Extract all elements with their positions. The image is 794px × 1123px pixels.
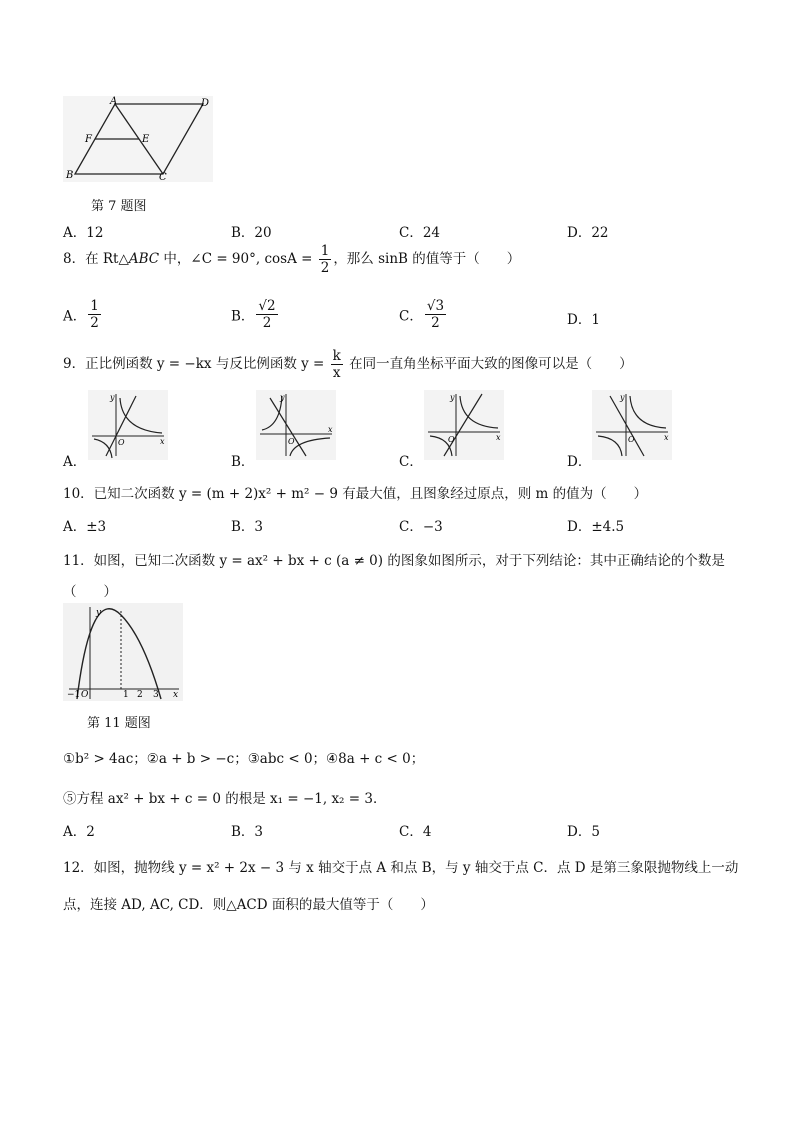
- q9-option-b[interactable]: B．: [231, 454, 255, 470]
- svg-text:y: y: [280, 393, 285, 402]
- svg-text:y: y: [110, 393, 115, 402]
- svg-text:1: 1: [123, 690, 129, 700]
- q7-label-f: F: [85, 134, 92, 145]
- q7-label-d: D: [201, 98, 210, 109]
- q9-graph-d: [592, 390, 672, 460]
- q11-option-b[interactable]: B．3: [231, 824, 264, 840]
- q11-option-a[interactable]: A．2: [63, 824, 95, 840]
- svg-text:O: O: [448, 435, 455, 444]
- q9-graph-a: [88, 390, 168, 460]
- q8-option-c[interactable]: C． $\frac{√3}{2}$: [399, 298, 445, 331]
- q7-option-b[interactable]: B．20: [231, 225, 272, 241]
- svg-text:y: y: [450, 393, 455, 402]
- svg-text:x: x: [664, 433, 669, 442]
- q7-caption: 第 7 题图: [91, 199, 147, 214]
- q7-option-c[interactable]: C．24: [399, 225, 441, 241]
- q12-question-line1: 12．如图，抛物线 y = x² + 2x − 3 与 x 轴交于点 A 和点 B，与 y 轴交于点 C．点 D 是第三象限抛物线上一动: [63, 860, 739, 876]
- svg-text:x: x: [173, 690, 179, 700]
- q11-option-d[interactable]: D．5: [567, 824, 600, 840]
- q7-option-a[interactable]: A．12: [63, 225, 104, 241]
- q11-option-c[interactable]: C．4: [399, 824, 432, 840]
- q11-conclusions-1: ①b² > 4ac；②a + b > −c；③abc < 0；④8a + c < 0；: [63, 751, 425, 767]
- svg-text:x: x: [328, 425, 333, 434]
- q10-option-d[interactable]: D．±4.5: [567, 519, 625, 535]
- q9-fraction: $\frac{k}{x}$: [332, 348, 341, 381]
- q9-graph-b: [256, 390, 336, 460]
- svg-text:O: O: [118, 438, 125, 447]
- q8-question: 8．在 Rt△ABC 中，∠C = 90°, cosA = $\frac{1}{2}$ ，那么 sinB 的值等于（ ）: [63, 243, 521, 276]
- q11-question-line2: （ ）: [63, 584, 117, 600]
- q9-question: 9．正比例函数 y = −kx 与反比例函数 y = $\frac{k}{x}$ 在同一直角坐标平面大致的图像可以是（ ）: [63, 348, 633, 381]
- q8-option-d[interactable]: D．1: [567, 312, 600, 328]
- svg-text:−1: −1: [67, 690, 81, 700]
- svg-text:2: 2: [137, 690, 143, 700]
- svg-text:x: x: [496, 433, 501, 442]
- q10-option-a[interactable]: A．±3: [63, 519, 107, 535]
- q7-label-e: E: [142, 134, 150, 145]
- q9-option-c[interactable]: C．: [399, 454, 423, 470]
- svg-text:y: y: [620, 393, 625, 402]
- svg-text:O: O: [288, 437, 295, 446]
- q8-option-a[interactable]: A． $\frac{1}{2}$: [63, 298, 99, 331]
- q7-label-b: B: [66, 170, 74, 181]
- svg-text:x: x: [160, 437, 165, 446]
- q9-option-d[interactable]: D．: [567, 454, 592, 470]
- q10-question: 10．已知二次函数 y = (m + 2)x² + m² − 9 有最大值，且图象经过原点，则 m 的值为（ ）: [63, 486, 648, 502]
- q11-caption: 第 11 题图: [87, 716, 151, 731]
- q7-parallelogram-figure: [63, 96, 213, 182]
- q8-option-b[interactable]: B． $\frac{√2}{2}$: [231, 298, 276, 331]
- q9-option-a[interactable]: A．: [63, 454, 87, 470]
- q12-question-line2: 点，连接 AD, AC, CD．则△ACD 面积的最大值等于（ ）: [63, 897, 434, 913]
- q11-parabola-figure: [63, 603, 183, 701]
- svg-text:O: O: [81, 690, 89, 700]
- svg-text:3: 3: [153, 690, 159, 700]
- q11-question-line1: 11．如图，已知二次函数 y = ax² + bx + c (a ≠ 0) 的图象如图所示，对于下列结论：其中正确结论的个数是: [63, 553, 725, 569]
- q10-option-b[interactable]: B．3: [231, 519, 264, 535]
- svg-text:O: O: [628, 435, 635, 444]
- q7-option-d[interactable]: D．22: [567, 225, 609, 241]
- q8-fraction: $\frac{1}{2}$: [320, 243, 330, 276]
- q10-option-c[interactable]: C．−3: [399, 519, 443, 535]
- q7-label-c: C: [159, 172, 167, 182]
- q9-graph-c: [424, 390, 504, 460]
- q11-conclusions-2: ⑤方程 ax² + bx + c = 0 的根是 x₁ = −1, x₂ = 3．: [63, 791, 387, 807]
- q7-label-a: A: [110, 96, 118, 107]
- svg-text:y: y: [96, 608, 102, 618]
